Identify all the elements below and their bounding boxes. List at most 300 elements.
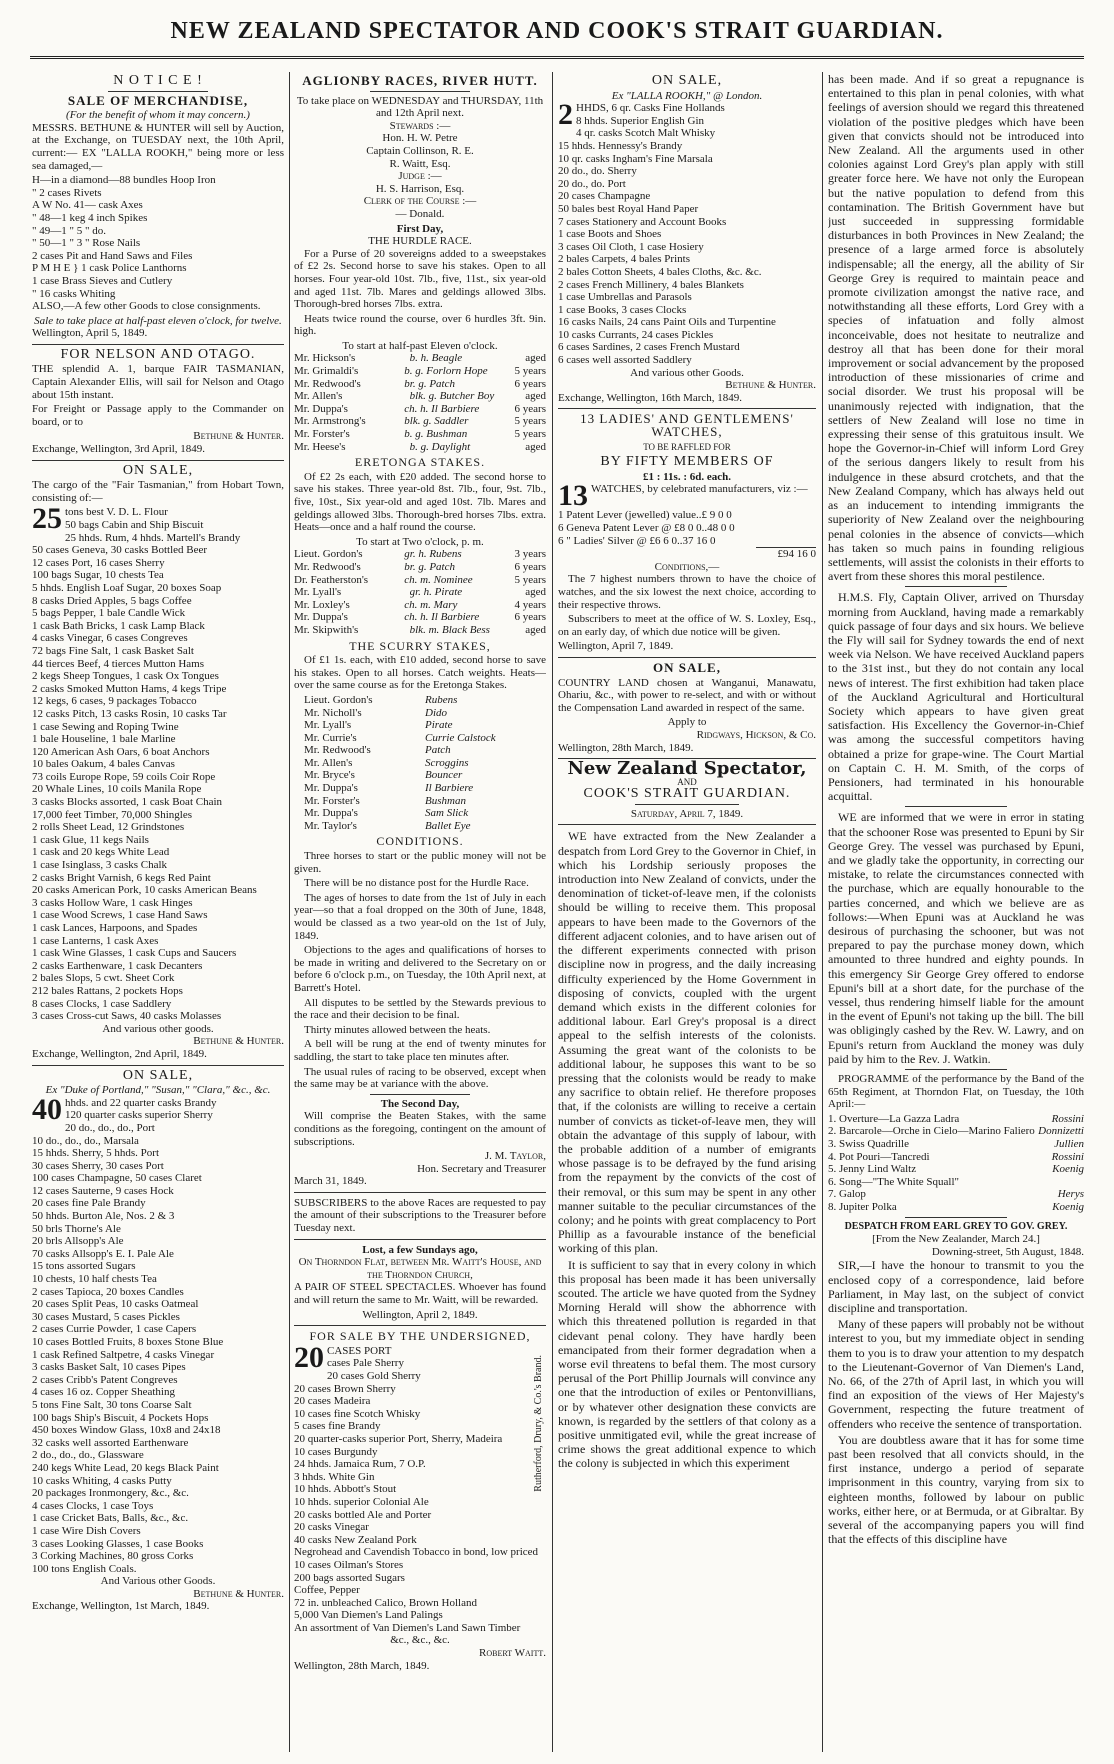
programme-item — [828, 1201, 1084, 1214]
entry-horse: ch. h. Il Barbiere — [404, 402, 480, 415]
list-item: 20 cases Brown Sherry — [294, 1382, 396, 1395]
list-item: 1 case Lanterns, 1 cask Axes — [32, 934, 159, 947]
onsale-heading: ON SALE, — [651, 73, 723, 88]
masthead: NEW ZEALAND SPECTATOR AND COOK'S STRAIT GUARDIAN. — [170, 18, 944, 44]
list-item: 200 bags assorted Sugars — [294, 1571, 405, 1584]
list-item: 10 cases Oilman's Stores — [294, 1558, 404, 1571]
band-intro: PROGRAMME of the performance by the Band of the 65th Regiment, at Thorndon Flat, on Tuesday, the 10th April:— — [828, 1073, 1084, 1111]
list-item: " 16 casks Whiting — [32, 287, 116, 300]
race-entry — [304, 820, 546, 833]
onsale-items — [558, 98, 816, 367]
list-item: 20 do., do. Port — [558, 177, 626, 190]
list-item: 2 bales Cotton Sheets, 4 bales Cloths, &c. &c. — [558, 265, 762, 278]
entry-age: 6 years — [514, 611, 546, 624]
list-item: 1 case Cricket Bats, Balls, &c., &c. — [32, 1512, 189, 1525]
column-2 — [294, 72, 546, 1752]
list-item: 2 casks Smoked Mutton Hams, 4 kegs Tripe — [32, 682, 227, 695]
list-item: 12 cases Sauterne, 9 cases Hock — [32, 1184, 174, 1197]
list-item: 6 cases Sardines, 2 cases French Mustard — [558, 341, 740, 354]
race-entry — [304, 769, 546, 782]
list-item: 100 bags Ship's Biscuit, 4 Pockets Hops — [32, 1411, 209, 1424]
divider — [558, 657, 816, 658]
list-item: 8 hhds. Superior English Gin — [576, 114, 705, 127]
list-item: 15 tons assorted Sugars — [32, 1260, 136, 1273]
race-entry — [294, 428, 546, 441]
entry-owner: Mr. Taylor's — [304, 819, 357, 832]
list-item: " 49—1 " 5 " do. — [32, 224, 106, 237]
list-item: A W No. 41— cask Axes — [32, 199, 143, 212]
forsale-date: Wellington, 28th March, 1849. — [294, 1659, 430, 1672]
programme-composer: Rossini — [1051, 1150, 1084, 1163]
onsale-ex: Ex "LALLA ROOKH," @ London. — [611, 89, 763, 102]
nelson-text: THE splendid A. 1, barque FAIR TASMANIAN, Captain Alexander Ellis, will sail for Nelson and Otago about 15th instant. — [32, 363, 284, 401]
list-item: 50 brls Thorne's Ale — [32, 1222, 121, 1235]
entry-owner: Mr. Forster's — [304, 794, 360, 807]
list-item: " 2 cases Rivets — [32, 186, 102, 199]
list-item: 2 bales Slops, 5 cwt. Sheet Cork — [32, 972, 175, 985]
divider — [294, 1325, 546, 1326]
entry-horse: Dido — [425, 706, 447, 719]
entry-owner: Mr. Bryce's — [304, 769, 355, 782]
list-item: 2 cases Currie Powder, 1 case Capers — [32, 1323, 197, 1336]
list-item: P M H E } 1 cask Police Lanthorns — [32, 262, 187, 275]
programme-piece: 4. Pot Pouri—Tancredi — [828, 1150, 930, 1163]
clerk-heading: Clerk of the Course :— — [363, 195, 477, 208]
forsale-drop-number: 20 — [294, 1340, 324, 1374]
list-item: 20 casks American Pork, 10 casks American Beans — [32, 884, 257, 897]
watches-drop-number: 13 — [558, 479, 588, 513]
programme-composer: Koenig — [1052, 1200, 1084, 1213]
despatch-heading: DESPATCH FROM EARL GREY TO GOV. GREY. — [844, 1220, 1068, 1232]
forsale-heading: FOR SALE BY THE UNDERSIGNED, — [309, 1329, 531, 1344]
list-item: 20 cases fine Pale Brandy — [32, 1197, 146, 1210]
list-item: 72 bags Fine Salt, 1 cask Basket Salt — [32, 644, 194, 657]
race-entry — [294, 390, 546, 403]
entry-owner: Mr. Skipwith's — [294, 623, 359, 636]
race-entry — [294, 599, 546, 612]
list-item: 12 casks Pitch, 13 casks Rosin, 10 casks Tar — [32, 707, 227, 720]
paragraph: Objections to the ages and qualifications of horses to be made in writing and delivered to the Secretary on or before 6 o'clock p.m., on Tuesday, the 10th April next, at Barrett's Hotel. — [294, 944, 546, 994]
conditions-list — [294, 850, 546, 1091]
list-item: 3 cases Oil Cloth, 1 case Hosiery — [558, 240, 704, 253]
onsale2-items — [32, 1092, 284, 1576]
list-item: 5 hhds. English Loaf Sugar, 20 boxes Soap — [32, 581, 222, 594]
entry-horse: Rubens — [425, 693, 458, 706]
onsale-signature: Bethune & Hunter. — [193, 1035, 284, 1048]
list-item: 120 quarter casks superior Sherry — [65, 1109, 213, 1122]
race-entry — [304, 694, 546, 707]
entry-age: 5 years — [514, 415, 546, 428]
entry-horse: b. g. Daylight — [409, 440, 471, 453]
entry-age: 4 years — [514, 598, 546, 611]
column-divider — [552, 72, 553, 1752]
programme-piece: 2. Barcarole—Orche in Cielo—Marino Faliero — [828, 1125, 1035, 1138]
country-apply: Apply to — [667, 716, 707, 729]
list-item: 30 cases Sherry, 30 cases Port — [32, 1159, 164, 1172]
scurry-text: Of £1 1s. each, with £10 added, second horse to save his stakes. Open to all horses. Catch weights. Heats—over the same course as for the Eretonga Stakes. — [294, 654, 546, 692]
list-item: 1 cask and 20 kegs White Lead — [32, 846, 170, 859]
watches-price: £1 : 11s. : 6d. each. — [643, 470, 731, 483]
paragraph: It is sufficient to say that in every colony in which this proposal has been made it has been universally scouted. The article we have quoted from the Sydney Morning Herald will show the abhorrence with which this threatened pollution is regarded in that cidevant penal colony. They have hardly been emancipated from their former degradation when a worse evil threatens to befal them. The most cursory perusal of the Port Phillip Journals will convince any one that the introduction of exiles or Pentonvillians, or by whatever other designation these convicts are known, is regarded by the settlers of that colony as a positive unmitigated evil, while the great increase of crime shows the great additional expence to which the colony is subjected in which this experiment — [558, 1257, 816, 1471]
list-item: 50 bags Cabin and Ship Biscuit — [65, 519, 204, 531]
list-item: 450 boxes Window Glass, 10x8 and 24x18 — [32, 1424, 221, 1437]
list-item: 240 kegs White Lead, 20 kegs Black Paint — [32, 1461, 219, 1474]
list-item: 1 cask Bath Bricks, 1 cask Lamp Black — [32, 619, 205, 632]
divider — [294, 1239, 546, 1240]
list-item: 1 case Books, 3 cases Clocks — [558, 303, 687, 316]
paragraph: SIR,—I have the honour to transmit to you the enclosed copy of a correspondence, laid before Parliament, in May last, on the subject of convict discipline and transportation. — [828, 1258, 1084, 1315]
entry-horse: Il Barbiere — [425, 782, 474, 795]
list-item: 3 casks Hollow Ware, 1 cask Hinges — [32, 896, 193, 909]
eretonga-heading: ERETONGA STAKES. — [354, 455, 486, 470]
programme-piece: 3. Swiss Quadrille — [828, 1137, 909, 1150]
entry-owner: Mr. Armstrong's — [294, 415, 366, 428]
entry-age: aged — [525, 352, 546, 365]
entry-owner: Mr. Duppa's — [304, 807, 358, 820]
entry-horse: Bouncer — [425, 769, 463, 782]
list-item: 20 casks bottled Ale and Porter — [294, 1508, 432, 1521]
onsale-date: Exchange, Wellington, 16th March, 1849. — [558, 391, 743, 404]
race-entry — [304, 795, 546, 808]
list-item: 10 do., do., do., Marsala — [32, 1134, 139, 1147]
column-1 — [32, 72, 284, 1752]
entry-horse: blk. g. Saddler — [404, 415, 469, 428]
list-item: 100 bags Sugar, 10 chests Tea — [32, 569, 164, 582]
entry-horse: Bushman — [425, 794, 466, 807]
list-item: 5 bags Pepper, 1 bale Candle Wick — [32, 607, 186, 620]
onsale2-date: Exchange, Wellington, 1st March, 1849. — [32, 1600, 210, 1613]
list-item: 70 casks Allsopp's E. I. Pale Ale — [32, 1247, 174, 1260]
entry-horse: br. g. Patch — [404, 560, 455, 573]
race-entry — [294, 574, 546, 587]
list-item: 10 chests, 10 half chests Tea — [32, 1273, 157, 1286]
forsale-signature: Robert Waitt. — [479, 1647, 546, 1660]
forsale-brand: Rutherford, Drury, & Co.'s Brand. — [533, 1354, 545, 1492]
list-item: 10 cases Bottled Fruits, 8 boxes Stone Blue — [32, 1336, 224, 1348]
list-item: " 50—1 " 3 " Rose Nails — [32, 237, 141, 250]
list-item: 44 tierces Beef, 4 tierces Mutton Hams — [32, 657, 204, 670]
list-item: 4 cases 16 oz. Copper Sheathing — [32, 1386, 175, 1399]
list-item: 10 bales Oakum, 4 bales Canvas — [32, 758, 175, 771]
entry-owner: Mr. Heese's — [294, 440, 346, 453]
entry-horse: Ballet Eye — [425, 819, 471, 832]
paper-and: AND — [677, 776, 697, 787]
paragraph: WE have extracted from the New Zealander a despatch from Lord Grey to the Governor in Chief, in which his Lordship seriously proposes the introduction into New Zealand of convicts, under the denomination of ticket-of-leave men, if the colonists should be willing to receive them. This proposal appears to have been made to the Governors of the different adjacent colonies, and to have arisen out of the different experiments connected with prison discipline now in progress, and the daily increasing difficulty experienced by the Home Government in disposing of convicts, coupled with the urgent demand which exists in the different colonies for additional labour. Earl Grey's proposal is a direct appeal to the selfish interests of the colonists. Assuming the great want of the colonists to be additional labour, he supposes this want to be so pressing that the colonists would be ready to make any sacrifice to obtain relief. He therefore proposes that, if the colonists are willing to receive a certain number of convicts as ticket-of-leave men, they will obtain the advantage of this supply of labour, with the probable addition of a number of emigrants whose passage is to be defrayed by the fund arising from the repayment by the convicts of the cost of their removal, or this sum may be spent in any other manner suitable to the peculiar circumstances of the colony; and he points with great complacency to Port Phillip as a favourable instance of the beneficial working of this plan. — [558, 829, 816, 1256]
article-body — [558, 829, 816, 1470]
sale-also: ALSO,—A few other Goods to close consignments. — [32, 300, 261, 313]
list-item: 3 casks Blocks assorted, 1 cask Boat Chain — [32, 796, 223, 809]
onsale-items — [32, 502, 284, 1023]
race-entry — [304, 732, 546, 745]
list-item: 16 casks Nails, 24 cans Paint Oils and Turpentine — [558, 316, 776, 329]
entry-age: aged — [525, 440, 546, 453]
list-item: 2 casks Earthenware, 1 cask Decanters — [32, 959, 203, 972]
entry-age: 6 years — [514, 377, 546, 390]
divider — [32, 1065, 284, 1066]
programme-item — [828, 1138, 1084, 1151]
list-item: 10 qr. casks Ingham's Fine Marsala — [558, 152, 713, 165]
watches-text: WATCHES, by celebrated manufacturers, viz :— — [591, 483, 808, 496]
list-item: 5 cases fine Brandy — [294, 1420, 381, 1433]
entry-age: 6 years — [514, 402, 546, 415]
entry-horse: br. g. Patch — [404, 377, 455, 390]
list-item: 8 cases Clocks, 1 case Saddlery — [32, 997, 172, 1010]
list-item: 1 cask Glue, 11 kegs Nails — [32, 833, 149, 846]
list-item: 1 case Umbrellas and Parasols — [558, 291, 692, 304]
list-item: 2 cases Pit and Hand Saws and Files — [32, 249, 193, 262]
races-heading: AGLIONBY RACES, RIVER HUTT. — [302, 73, 538, 88]
watches-conditions-heading: Conditions,— — [654, 560, 720, 573]
notice-heading: N O T I C E ! — [113, 73, 203, 88]
entry-horse: blk. g. Butcher Boy — [409, 390, 495, 403]
onsale-date: Exchange, Wellington, 2nd April, 1849. — [32, 1047, 207, 1060]
entry-age: aged — [525, 390, 546, 403]
watches-total: £94 16 0 — [756, 547, 816, 561]
entry-owner: Mr. Duppa's — [294, 402, 348, 415]
list-item: 10 cases fine Scotch Whisky — [294, 1407, 421, 1420]
sale-heading: SALE OF MERCHANDISE, — [67, 92, 249, 108]
list-item: 20 cases Split Peas, 10 casks Oatmeal — [32, 1298, 199, 1311]
hurdle-text-2: Heats twice round the course, over 6 hurdles 3ft. 9in. high. — [294, 312, 546, 338]
judge-name: H. S. Harrison, Esq. — [375, 182, 465, 195]
list-item: HHDS, 6 qr. Casks Fine Hollands — [576, 102, 725, 115]
list-item: hhds. and 22 quarter casks Brandy — [65, 1096, 217, 1109]
hurdle-text: For a Purse of 20 sovereigns added to a sweepstakes of £2 2s. Second horse to save his stakes. Open to all horses. Four year-old 10st. 7lb., five, 11st., six year-old and aged 11st. 7lb. Mares and geldings allowed 3lbs. Thorough-bred horses 7lbs. extra. — [294, 247, 546, 311]
paragraph: The ages of horses to date from the 1st of July in each year—so that a foal dropped on the 30th of June, 1848, would be classed as a two year-old on the 1st of July, 1849. — [294, 891, 546, 942]
programme-composer: Herys — [1057, 1188, 1084, 1201]
entry-owner: Mr. Redwood's — [294, 377, 361, 390]
list-item: 10 hhds. Abbott's Stout — [294, 1483, 397, 1496]
watches-date: Wellington, April 7, 1849. — [558, 640, 674, 653]
country-heading: ON SALE, — [653, 659, 721, 675]
list-item: 2 cases Tapioca, 20 boxes Candles — [32, 1285, 184, 1298]
list-item: 5 tons Fine Salt, 30 tons Coarse Salt — [32, 1398, 192, 1411]
list-item: An assortment of Van Diemen's Land Sawn Timber — [294, 1621, 521, 1634]
list-item: 30 cases Mustard, 5 cases Pickles — [32, 1310, 180, 1323]
list-item: 10 cases Burgundy — [294, 1445, 378, 1458]
divider — [905, 586, 1007, 587]
onsale-other: And various other Goods. — [630, 366, 744, 379]
list-item: Coffee, Pepper — [294, 1584, 360, 1597]
list-item: 12 kegs, 6 cases, 9 packages Tobacco — [32, 695, 197, 708]
list-item: 2 kegs Sheep Tongues, 1 cask Ox Tongues — [32, 670, 219, 683]
list-item: 40 casks New Zealand Pork — [294, 1533, 417, 1546]
country-text: COUNTRY LAND chosen at Wanganui, Manawatu, Ohariu, &c., with power to re-select, and with or without the Compensation Land awarded in respect of the same. — [558, 676, 816, 714]
column-divider — [289, 72, 290, 1752]
watches-subscribers: Subscribers to meet at the office of W. S. Loxley, Esq., on an early day, of which due notice will be given. — [558, 613, 816, 638]
lost-heading: Lost, a few Sundays ago, — [362, 1243, 478, 1256]
list-item: 25 hhds. Rum, 4 hhds. Martell's Brandy — [65, 531, 241, 544]
programme-composer: Jullien — [1054, 1137, 1084, 1150]
programme-piece: 5. Jenny Lind Waltz — [828, 1163, 917, 1176]
list-item: 24 hhds. Jamaica Rum, 7 O.P. — [294, 1458, 426, 1471]
paper-date: Saturday, April 7, 1849. — [630, 807, 744, 820]
stewards-list — [294, 132, 546, 170]
watches-by: BY FIFTY MEMBERS OF — [600, 454, 774, 470]
paragraph: The usual rules of racing to be observed, except when the same may be at variance with the above. — [294, 1065, 546, 1091]
despatch-text — [828, 1258, 1084, 1546]
list-item: CASES PORT — [327, 1344, 392, 1357]
entry-horse: gr. h. Rubens — [404, 548, 462, 561]
list-item: 1 bale Houseline, 1 bale Marline — [32, 733, 176, 746]
race-entry — [294, 378, 546, 391]
list-item: H—in a diamond—88 bundles Hoop Iron — [32, 174, 216, 187]
entry-owner: Lieut. Gordon's — [294, 548, 363, 561]
race-entry — [294, 403, 546, 416]
lost-subheading: On Thorndon Flat, between Mr. Waitt's House, and the Thorndon Church, — [298, 1256, 542, 1281]
races-intro: To take place on WEDNESDAY and THURSDAY, 11th and 12th April next. — [296, 94, 544, 120]
country-signature: Ridgways, Hickson, & Co. — [696, 728, 816, 741]
entry-horse: Patch — [425, 744, 451, 757]
race-entry — [304, 807, 546, 820]
list-item: 20 do., do. Sherry — [558, 165, 637, 178]
list-item: 1 Patent Lever (jewelled) value..£ 9 0 0 — [558, 509, 732, 522]
list-item: 2 casks Bright Varnish, 6 kegs Red Paint — [32, 871, 211, 884]
race-entry — [304, 744, 546, 757]
band-programme — [828, 1113, 1084, 1214]
eretonga-entries — [294, 548, 546, 636]
list-item: 3 casks Basket Salt, 10 cases Pipes — [32, 1361, 186, 1374]
entry-horse: ch. m. Mary — [404, 598, 458, 611]
paragraph: There will be no distance post for the Hurdle Race. — [304, 877, 529, 890]
programme-composer: Donnizetti — [1038, 1125, 1084, 1138]
taylor-date: March 31, 1849. — [294, 1175, 367, 1188]
onsale2-drop-number: 40 — [32, 1092, 62, 1126]
divider — [905, 1217, 1007, 1218]
sale-subheading: (For the benefit of whom it may concern.) — [66, 109, 250, 122]
list-item: 20 Whale Lines, 10 coils Manila Rope — [32, 783, 202, 796]
list-item: 10 casks Currants, 24 cases Pickles — [558, 328, 714, 341]
race-entry — [304, 782, 546, 795]
entry-owner: Mr. Hickson's — [294, 352, 356, 365]
entry-horse: ch. h. Il Barbiere — [404, 611, 480, 624]
scurry-entries — [294, 694, 546, 833]
race-entry — [304, 719, 546, 732]
onsale-drop-number: 25 — [32, 502, 62, 536]
entry-owner: Mr. Duppa's — [294, 611, 348, 624]
onsale-heading: ON SALE, — [122, 462, 194, 478]
list-item: 20 cases Madeira — [294, 1395, 371, 1408]
list-item: 100 tons English Coals. — [32, 1562, 137, 1575]
despatch-place: Downing-street, 5th August, 1848. — [931, 1245, 1084, 1258]
race-entry — [294, 365, 546, 378]
divider — [558, 408, 816, 409]
list-item: 8 casks Dried Apples, 5 bags Coffee — [32, 594, 192, 607]
stewards-heading: Stewards :— — [389, 119, 451, 132]
divider — [905, 1069, 1007, 1070]
list-item: 50 cases Geneva, 30 casks Bottled Beer — [32, 544, 208, 557]
list-item: 4 casks Vinegar, 6 cases Congreves — [32, 632, 188, 645]
list-item: 3 cases Looking Glasses, 1 case Books — [32, 1537, 204, 1550]
list-item: 20 brls Allsopp's Ale — [32, 1235, 124, 1248]
entry-owner: Mr. Grimaldi's — [294, 365, 359, 378]
column-divider — [822, 72, 823, 1752]
onsale-other: And various other goods. — [102, 1022, 214, 1035]
list-item: 6 cases well assorted Saddlery — [558, 354, 692, 367]
race-entry — [294, 352, 546, 365]
list-item: 1 cask Refined Saltpetre, 4 casks Vinegar — [32, 1348, 215, 1361]
list-item: 7 cases Stationery and Account Books — [558, 215, 727, 228]
list-item: 1 case Wood Screws, 1 case Hand Saws — [32, 909, 208, 922]
programme-item — [828, 1188, 1084, 1201]
conditions-heading: CONDITIONS. — [376, 834, 464, 849]
paragraph: You are doubtless aware that it has for some time past been resolved that all convicts should, in the first instance, undergo a period of separate imprisonment in this country, varying from six to eighteen months, followed by labour on public works, either here, or at Bermuda, or at Gibraltar. By several of the accompanying papers you will find that the effects of this discipline have — [828, 1432, 1084, 1547]
divider — [558, 824, 816, 825]
divider — [32, 460, 284, 461]
race-entry — [304, 707, 546, 720]
entry-owner: Lieut. Gordon's — [304, 693, 373, 706]
list-item: 32 casks well assorted Earthenware — [32, 1436, 189, 1449]
watches-list — [558, 509, 816, 547]
country-date: Wellington, 28th March, 1849. — [558, 741, 694, 754]
list-item: tons best V. D. L. Flour — [65, 506, 168, 519]
entry-age: aged — [525, 623, 546, 636]
entry-horse: b. g. Bushman — [404, 428, 468, 441]
list-item: 1 case Boots and Shoes — [558, 228, 662, 241]
taylor-name: J. M. Taylor, — [484, 1150, 546, 1163]
entry-owner: Mr. Loxley's — [294, 598, 350, 611]
hurdle-start: To start at half-past Eleven o'clock. — [342, 339, 498, 352]
entry-horse: gr. h. Pirate — [409, 586, 463, 599]
onsale2-other: And Various other Goods. — [100, 1575, 216, 1588]
race-entry — [294, 561, 546, 574]
eretonga-start: To start at Two o'clock, p. m. — [356, 535, 484, 548]
paper-title: New Zealand Spectator, — [567, 758, 807, 780]
entry-owner: Mr. Duppa's — [304, 782, 358, 795]
entry-owner: Dr. Featherston's — [294, 573, 369, 586]
list-item: 17,000 feet Timber, 70,000 Shingles — [32, 808, 192, 821]
entry-horse: Currie Calstock — [425, 731, 496, 744]
rose-text: WE are informed that we were in error in stating that the schooner Rose was presented to Epuni by Sir George Grey. The vessel was purchased by Epuni, and we gladly take the opportunity, in correcting our mistake, to relate the circumstances connected with the purchase, which are equally honourable to the parties concerned, and which we believe are as follows:—When Epuni was at Auckland he was desirous of purchasing the schooner, but was not prepared to pay the purchase money down, which amounted to three hundred and eighty pounds. In this emergency Sir George Grey offered to endorse Epuni's bill at a short date, for the purchase of the vessel, thus rendering himself liable for the amount in the event of Epuni's not taking up the bill. The bill was obligingly cashed by the Rev. W. Lawry, and on Epuni's return from Auckland the money was duly paid by him to the Rev. J. Watkin. — [828, 810, 1084, 1066]
race-entry — [294, 624, 546, 637]
programme-item — [828, 1151, 1084, 1164]
programme-piece: 7. Galop — [828, 1188, 866, 1201]
paragraph: A bell will be rung at the end of twenty minutes for saddling, the start to take place ten minutes after. — [294, 1038, 546, 1063]
paragraph: Thirty minutes allowed between the heats. — [304, 1023, 491, 1036]
divider — [32, 344, 284, 345]
entry-age: 6 years — [514, 560, 546, 573]
list-item: 2 bales Carpets, 4 bales Prints — [558, 253, 690, 266]
list-item: 20 cases Gold Sherry — [327, 1370, 421, 1382]
programme-piece: 6. Song—"The White Squall" — [828, 1175, 959, 1188]
hurdle-entries — [294, 352, 546, 453]
sale-text: MESSRS. BETHUNE & HUNTER will sell by Auction, at the Exchange, on TUESDAY next, the 10th April, current:— EX "LALLA ROOKH," being more or less sea damaged,— — [32, 121, 284, 172]
list-item: 50 bales best Royal Hand Paper — [558, 202, 699, 215]
entry-owner: Mr. Allen's — [294, 390, 343, 403]
entry-age: aged — [525, 586, 546, 599]
eretonga-text: Of £2 2s each, with £20 added. The second horse to save his stakes. Three year-old 8st. 7lb., four, 9st. 7lb., five, 10st., Six year-old and aged 10st. 7lb. Mares and geldings allowed 3lbs. Thorough-bred horses 7lbs. extra. Heats—once and a half round the course. — [294, 470, 546, 534]
list-item: 10 hhds. superior Colonial Ale — [294, 1495, 429, 1508]
list-item: 1 case Sewing and Roping Twine — [32, 720, 179, 733]
scurry-heading: THE SCURRY STAKES, — [349, 638, 491, 653]
programme-item — [828, 1163, 1084, 1176]
entry-owner: Mr. Forster's — [294, 428, 350, 441]
list-item: 1 case Isinglass, 3 casks Chalk — [32, 859, 168, 872]
list-item: cases Pale Sherry — [327, 1357, 404, 1370]
list-item: 73 coils Europe Rope, 59 coils Coir Rope — [32, 770, 216, 783]
entry-horse: Scroggins — [425, 756, 469, 769]
race-entry — [294, 586, 546, 599]
programme-piece: 8. Jupiter Polka — [828, 1200, 897, 1213]
watches-conditions: The 7 highest numbers thrown to have the choice of watches, and the six lowest the next choice, according to their respective throws. — [558, 573, 816, 611]
fly-text: H.M.S. Fly, Captain Oliver, arrived on Thursday morning from Auckland, having made a remarkably quick passage of four days and six hours. We believe the Fly will sail for Sydney towards the end of next week via Nelson. We have received Auckland papers to the 31st inst., but they do not contain any local news of interest. The first exhibition had taken place of the Auckland Agricultural and Horticultural Society which appears to have given great satisfaction. His Excellency the Governor-in-Chief was among the successful competitors having obtained a prize for grape-wine. The Court Martial on Captain C. H. M. Smith, of the corps of Pensioners, had terminated in his honourable acquittal. — [828, 590, 1084, 804]
list-item: Negrohead and Cavendish Tobacco in bond, low priced — [294, 1546, 539, 1559]
column-3 — [558, 72, 816, 1752]
race-entry — [294, 415, 546, 428]
taylor-title: Hon. Secretary and Treasurer — [417, 1162, 546, 1175]
entry-horse: ch. m. Nominee — [404, 573, 473, 586]
day2-heading: The Second Day, — [380, 1097, 460, 1110]
